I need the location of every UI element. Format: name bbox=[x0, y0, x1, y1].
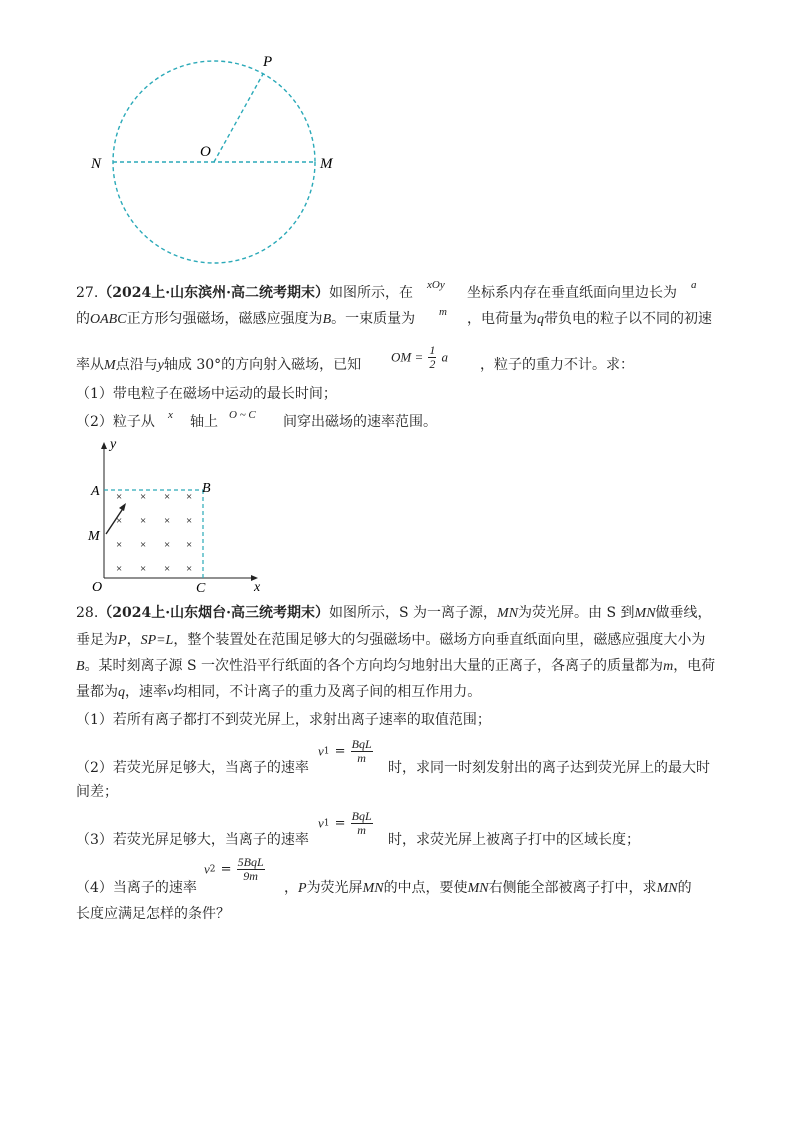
circle-diagram bbox=[80, 50, 360, 275]
text: 均相同，不计离子的重力及离子间的相互作用力。 bbox=[173, 684, 482, 700]
text: 带负电的粒子以不同的初速 bbox=[544, 311, 712, 327]
numerator: BqL bbox=[351, 737, 372, 751]
label-B: B bbox=[202, 481, 211, 496]
fraction bbox=[237, 856, 265, 883]
cross: × bbox=[164, 491, 171, 503]
cross: × bbox=[140, 491, 147, 503]
q28-line2 bbox=[76, 631, 705, 650]
question-source: （2024上·山东滨州·高二统考期末） bbox=[98, 285, 329, 301]
text: x bbox=[168, 409, 173, 421]
text: 为荧光屏。由 S 到 bbox=[518, 605, 635, 621]
cross: × bbox=[186, 539, 193, 551]
label-y: y bbox=[110, 437, 117, 452]
numerator: BqL bbox=[351, 809, 372, 823]
velocity-arrowhead bbox=[119, 503, 126, 511]
cross: × bbox=[116, 491, 123, 503]
text: 间穿出磁场的速率范围。 bbox=[283, 414, 437, 430]
q28-part4: （4）当离子的速率 bbox=[76, 880, 197, 896]
text: ，速率 bbox=[125, 684, 167, 700]
text: 轴上 bbox=[190, 414, 218, 430]
text: 。某时刻离子源 S 一次性沿平行纸面的各个方向均匀地射出大量的正离子，各离子的质量都为 bbox=[84, 658, 664, 674]
q27-line1 bbox=[76, 284, 413, 302]
text: 1 bbox=[323, 746, 330, 757]
text: v bbox=[167, 685, 174, 700]
text: 的中点，要使 bbox=[383, 880, 468, 896]
question-number: 27. bbox=[76, 285, 99, 301]
text: MN bbox=[467, 881, 489, 896]
text: B bbox=[76, 659, 85, 674]
v1-formula bbox=[318, 810, 373, 837]
text: ，电荷 bbox=[673, 658, 716, 674]
label-P: P bbox=[263, 54, 273, 70]
q28-part2: （2）若荧光屏足够大，当离子的速率 bbox=[76, 760, 309, 776]
fraction bbox=[351, 738, 373, 765]
numerator: 5BqL bbox=[237, 855, 264, 869]
cross: × bbox=[140, 515, 147, 527]
text: = bbox=[334, 744, 346, 759]
text: P bbox=[118, 633, 127, 648]
label-O: O bbox=[200, 144, 211, 160]
text: P bbox=[298, 881, 307, 896]
om-equation bbox=[391, 344, 448, 371]
cross: × bbox=[164, 515, 171, 527]
v1-formula bbox=[318, 738, 373, 765]
text: 垂足为 bbox=[76, 632, 118, 648]
cross: × bbox=[116, 563, 123, 575]
text: 长度应满足怎样的条件？ bbox=[76, 906, 230, 922]
square-field-diagram bbox=[80, 436, 280, 596]
text: 如图所示，在 bbox=[328, 285, 413, 301]
denominator: m bbox=[357, 751, 366, 765]
question-source: （2024上·山东烟台·高三统考期末） bbox=[98, 605, 329, 621]
cross: × bbox=[116, 539, 123, 551]
text: ，粒子的重力不计。求： bbox=[480, 357, 634, 373]
text: y bbox=[157, 358, 164, 373]
text: MN bbox=[634, 606, 656, 621]
text: v bbox=[318, 815, 324, 831]
text: 为荧光屏 bbox=[306, 880, 363, 896]
text: 正方形匀强磁场，磁感应强度为 bbox=[126, 311, 323, 327]
q27-line2b bbox=[467, 310, 712, 329]
text: 率从 bbox=[76, 357, 104, 373]
cross: × bbox=[140, 539, 147, 551]
side-length-a: a bbox=[691, 279, 697, 291]
q27-part2: （2）粒子从 bbox=[76, 414, 155, 430]
q27-part1: （1）带电粒子在磁场中运动的最长时间； bbox=[76, 386, 337, 402]
text: ， bbox=[126, 632, 141, 648]
cross: × bbox=[186, 515, 193, 527]
q28-part1: （1）若所有离子都打不到荧光屏上，求射出离子速率的取值范围； bbox=[76, 712, 491, 728]
text: a bbox=[441, 349, 448, 365]
text: v bbox=[204, 861, 210, 877]
cross: × bbox=[186, 563, 193, 575]
fraction bbox=[428, 344, 436, 371]
label-A: A bbox=[91, 484, 100, 499]
v2-formula bbox=[204, 856, 265, 883]
text: 轴成 30°的方向射入磁场，已知 bbox=[163, 357, 362, 373]
text: M bbox=[104, 358, 116, 373]
text: ， bbox=[284, 880, 298, 896]
text: 。一束质量为 bbox=[331, 311, 416, 327]
cross: × bbox=[186, 491, 193, 503]
q28-line3 bbox=[76, 657, 715, 676]
range-oc: O ~ C bbox=[229, 409, 256, 421]
text: q bbox=[537, 312, 544, 327]
q28-line4 bbox=[76, 683, 481, 702]
label-x: x bbox=[254, 580, 261, 595]
denominator: m bbox=[357, 823, 366, 837]
text: m bbox=[663, 659, 674, 674]
cross: × bbox=[140, 563, 147, 575]
text: 时，求荧光屏上被离子打中的区域长度； bbox=[388, 832, 640, 848]
text: v bbox=[318, 743, 324, 759]
numerator: 1 bbox=[429, 343, 436, 357]
text: SP=L bbox=[140, 633, 174, 648]
denominator: 9m bbox=[243, 869, 258, 883]
text: B bbox=[322, 312, 332, 327]
text: 2 bbox=[209, 864, 216, 875]
question-number: 28. bbox=[76, 605, 99, 621]
coord-system-label: xOy bbox=[427, 279, 445, 291]
q27-line3 bbox=[76, 356, 361, 375]
y-axis-arrow bbox=[101, 442, 107, 449]
text: 的 bbox=[677, 880, 692, 896]
text: 量都为 bbox=[76, 684, 118, 700]
text: 间差； bbox=[76, 784, 118, 800]
label-N: N bbox=[91, 156, 102, 172]
text: 右侧能全部被离子打中，求 bbox=[488, 880, 657, 896]
label-M: M bbox=[320, 156, 333, 172]
text: MN bbox=[362, 881, 384, 896]
text: 点沿与 bbox=[115, 357, 158, 373]
text: 1 bbox=[323, 818, 330, 829]
text: 做垂线， bbox=[655, 605, 712, 621]
mass-m: m bbox=[439, 306, 447, 318]
text: = bbox=[334, 816, 346, 831]
q28-part3: （3）若荧光屏足够大，当离子的速率 bbox=[76, 832, 309, 848]
q28-part4b bbox=[284, 879, 692, 898]
text: MN bbox=[656, 881, 678, 896]
text: 时，求同一时刻发射出的离子达到荧光屏上的最大时 bbox=[388, 760, 710, 776]
q28-line1 bbox=[76, 604, 712, 623]
text: OABC bbox=[90, 312, 127, 327]
text: = bbox=[220, 862, 232, 877]
label-C: C bbox=[196, 581, 206, 596]
cross: × bbox=[116, 515, 123, 527]
fraction bbox=[351, 810, 373, 837]
text: 的 bbox=[76, 311, 90, 327]
radius-OP bbox=[214, 74, 263, 162]
q27-line2 bbox=[76, 310, 415, 329]
cross: × bbox=[164, 539, 171, 551]
label-O: O bbox=[92, 580, 103, 595]
text: ，电荷量为 bbox=[467, 311, 537, 327]
cross: × bbox=[164, 563, 171, 575]
label-M: M bbox=[88, 529, 100, 544]
text: OM = bbox=[391, 349, 424, 365]
text: q bbox=[118, 685, 125, 700]
text: ，整个装置处在范围足够大的匀强磁场中。磁场方向垂直纸面向里，磁感应强度大小为 bbox=[173, 632, 706, 648]
denominator: 2 bbox=[429, 357, 436, 371]
text: MN bbox=[497, 606, 519, 621]
text: 如图所示，S 为一离子源， bbox=[328, 605, 498, 621]
text: 坐标系内存在垂直纸面向里边长为 bbox=[467, 285, 677, 301]
